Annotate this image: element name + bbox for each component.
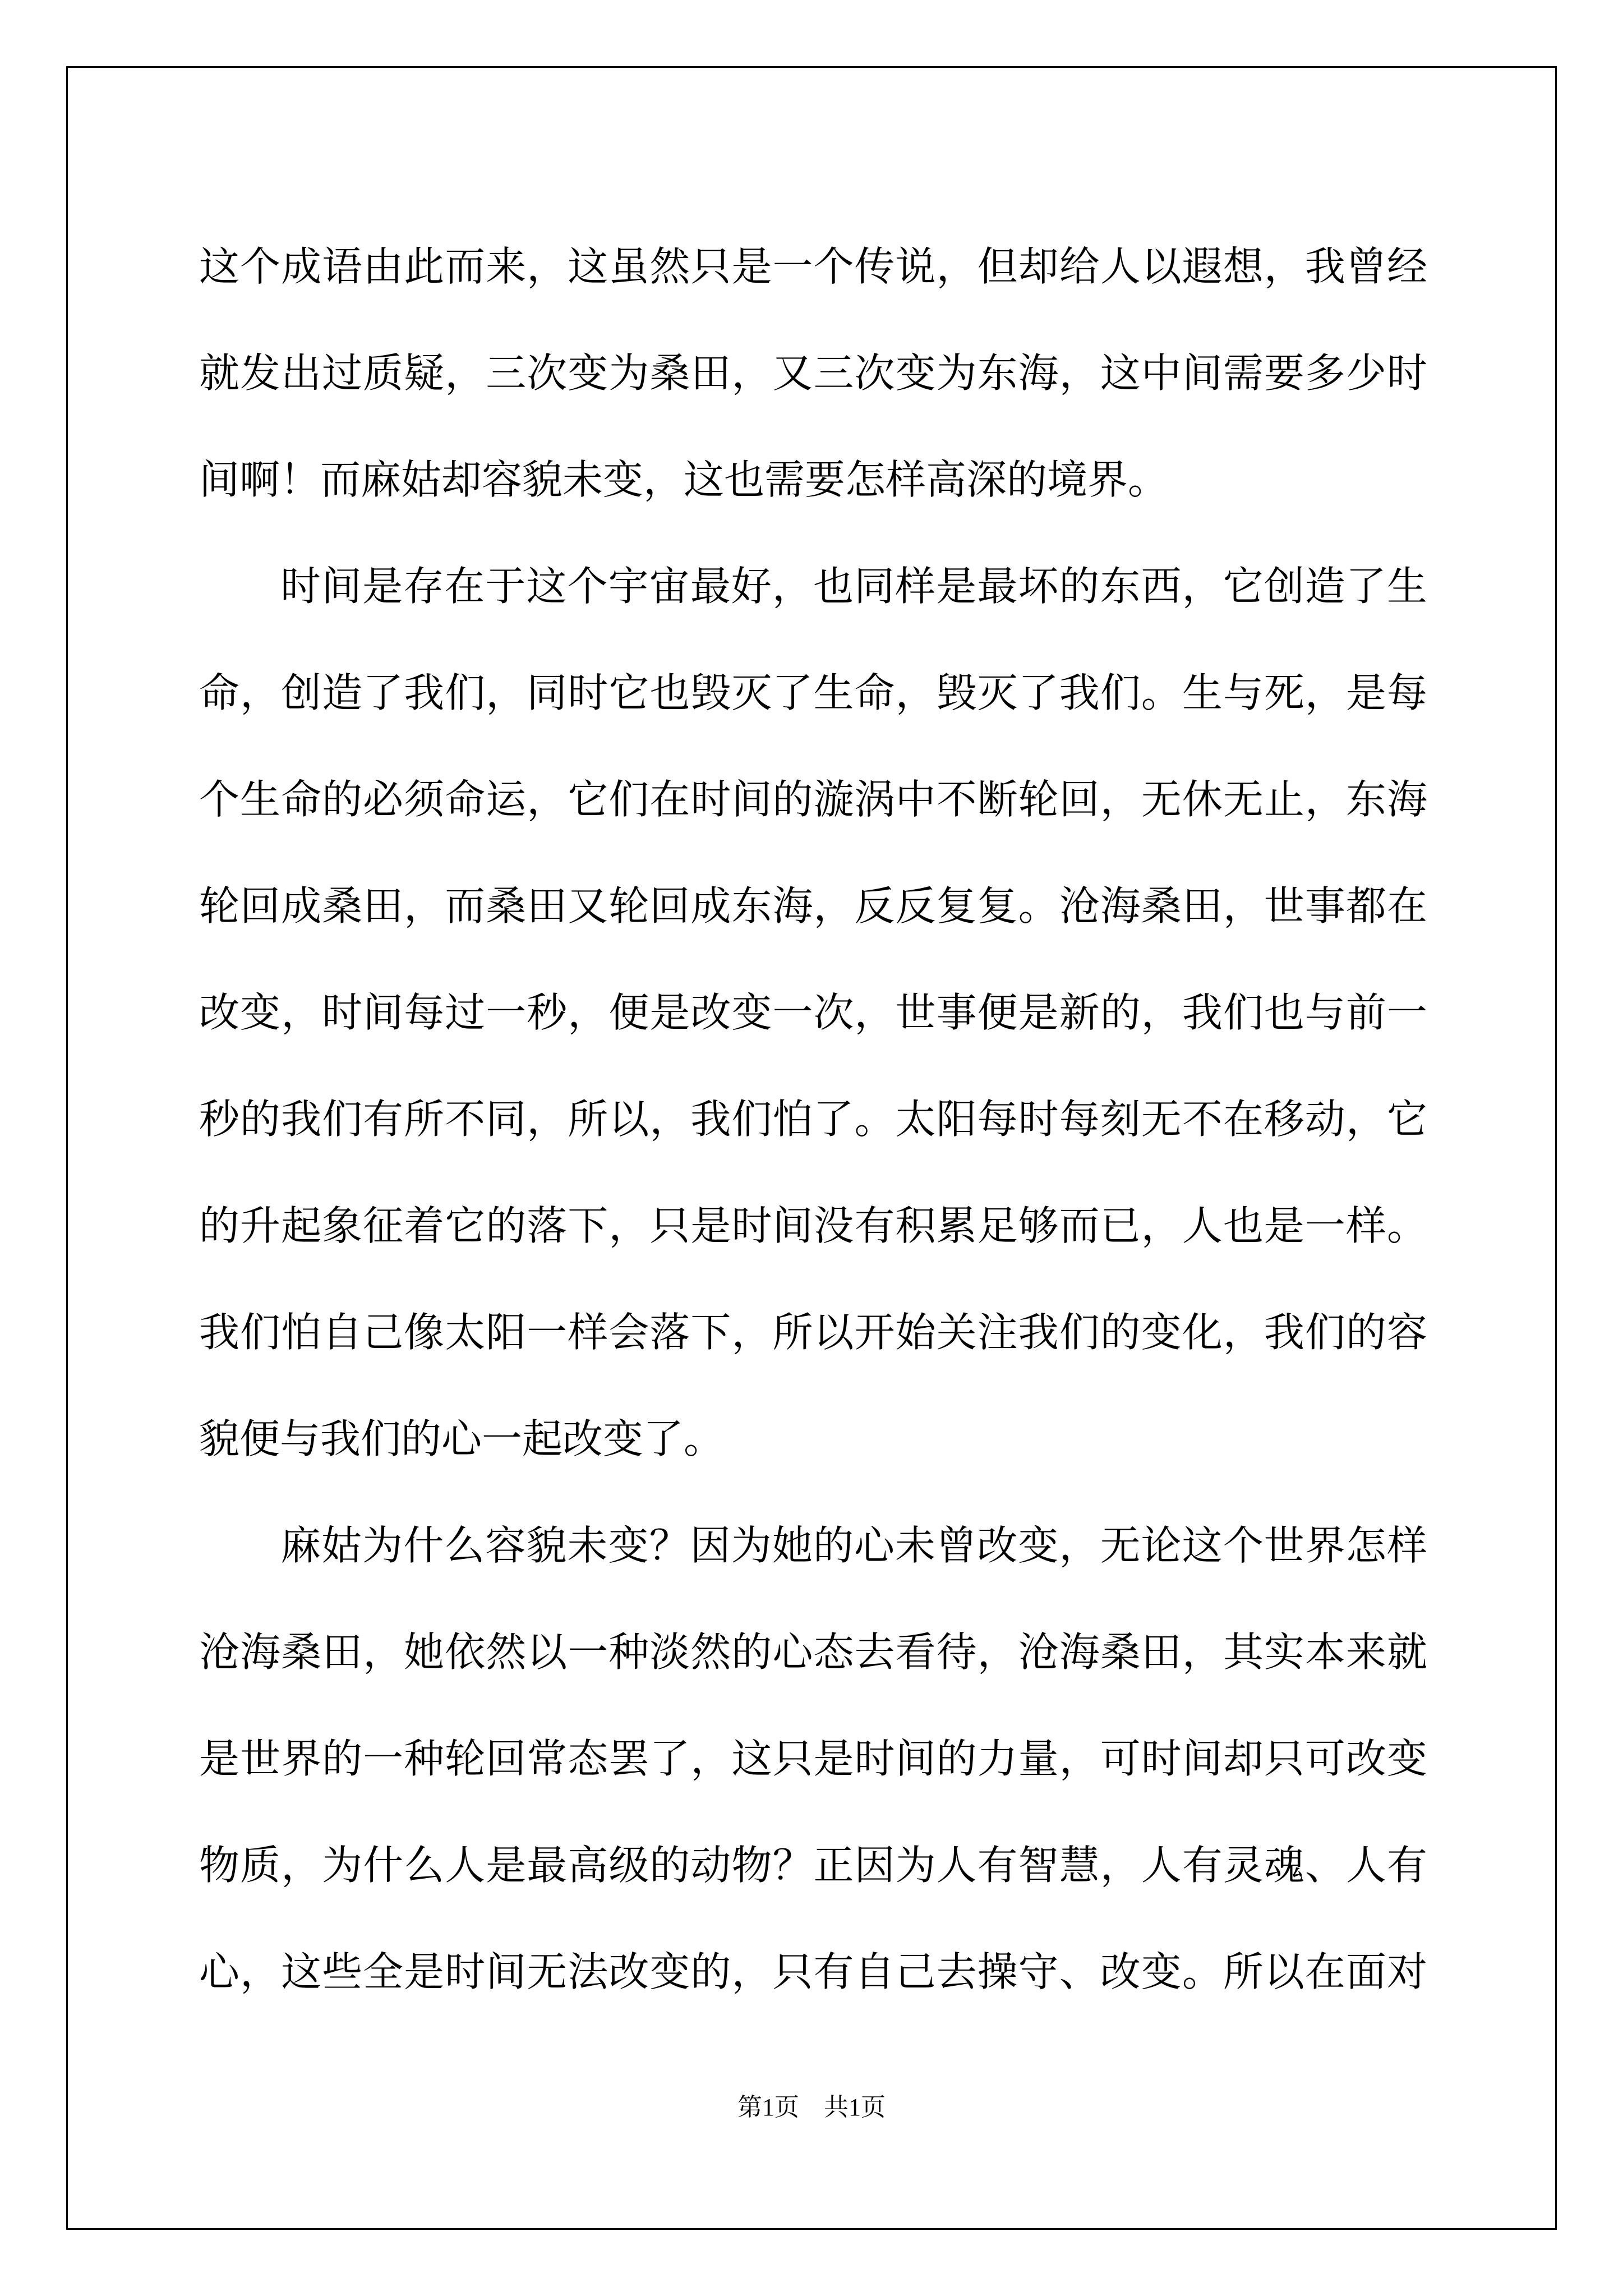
text-line: 改变，时间每过一秒，便是改变一次，世事便是新的，我们也与前一 [199, 989, 1427, 1036]
text-line: 是世界的一种轮回常态罢了，这只是时间的力量，可时间却只可改变 [199, 1735, 1427, 1782]
text-line: 这个成语由此而来，这虽然只是一个传说，但却给人以遐想，我曾经 [199, 243, 1427, 290]
text-line: 心，这些全是时间无法改变的，只有自己去操守、改变。所以在面对 [199, 1948, 1427, 1995]
text-line: 我们怕自己像太阳一样会落下，所以开始关注我们的变化，我们的容 [199, 1309, 1427, 1356]
text-line: 轮回成桑田，而桑田又轮回成东海，反反复复。沧海桑田，世事都在 [199, 882, 1427, 930]
text-line: 就发出过质疑，三次变为桑田，又三次变为东海，这中间需要多少时 [199, 349, 1427, 397]
text-line: 秒的我们有所不同，所以，我们怕了。太阳每时每刻无不在移动，它 [199, 1096, 1427, 1143]
text-line: 的升起象征着它的落下，只是时间没有积累足够而已，人也是一样。 [199, 1202, 1427, 1249]
text-line: 貌便与我们的心一起改变了。 [199, 1415, 725, 1462]
text-line: 麻姑为什么容貌未变？因为她的心未曾改变，无论这个世界怎样 [280, 1522, 1427, 1569]
page-number-footer: 第1页 共1页 [737, 2093, 886, 2121]
text-line: 间啊！而麻姑却容貌未变，这也需要怎样高深的境界。 [199, 456, 1169, 503]
text-line: 命，创造了我们，同时它也毁灭了生命，毁灭了我们。生与死，是每 [199, 669, 1427, 716]
text-line: 时间是存在于这个宇宙最好，也同样是最坏的东西，它创造了生 [280, 563, 1427, 610]
text-line: 物质，为什么人是最高级的动物？正因为人有智慧，人有灵魂、人有 [199, 1842, 1427, 1889]
text-line: 个生命的必须命运，它们在时间的漩涡中不断轮回，无休无止，东海 [199, 776, 1427, 823]
document-body [199, 213, 1427, 2025]
text-line: 沧海桑田，她依然以一种淡然的心态去看待，沧海桑田，其实本来就 [199, 1628, 1427, 1676]
